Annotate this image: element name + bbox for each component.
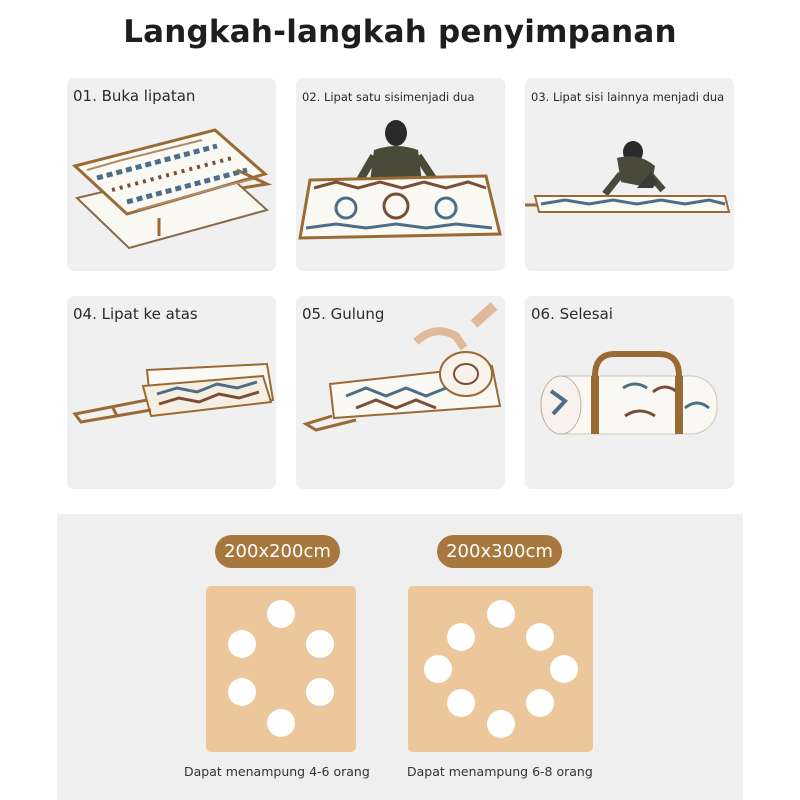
seat-icon [267, 709, 295, 737]
seat-icon [228, 678, 256, 706]
step-card-unfold [67, 78, 276, 271]
seat-icon [447, 689, 475, 717]
seat-icon [526, 689, 554, 717]
step-label: 04. Lipat ke atas [73, 305, 198, 323]
step-card-roll [296, 296, 505, 489]
size-badge-200x300: 200x300cm [437, 535, 562, 568]
size-section [57, 514, 743, 800]
rolled-mat-image [525, 296, 734, 489]
step-card-fold-half [296, 78, 505, 271]
step-card-fold-again [525, 78, 734, 271]
person-kneeling-image [525, 78, 734, 271]
step-label: 06. Selesai [531, 305, 613, 323]
step-card-done [525, 296, 734, 489]
step-label: 05. Gulung [302, 305, 385, 323]
size-badge-200x200: 200x200cm [215, 535, 340, 568]
step-label: 02. Lipat satu sisimenjadi dua [302, 90, 475, 104]
seat-icon [424, 655, 452, 683]
seat-icon [267, 600, 295, 628]
seat-icon [306, 630, 334, 658]
unfolded-mat-image [67, 78, 276, 271]
seat-icon [228, 630, 256, 658]
step-label: 01. Buka lipatan [73, 87, 196, 105]
seat-icon [487, 600, 515, 628]
step-card-fold-up [67, 296, 276, 489]
rolling-mat-image [296, 296, 505, 489]
mat-diagram-200x300 [408, 586, 593, 752]
seat-icon [526, 623, 554, 651]
page-title: Langkah-langkah penyimpanan [123, 14, 677, 50]
mat-diagram-200x200 [206, 586, 356, 752]
capacity-caption: Dapat menampung 6-8 orang [407, 764, 593, 779]
seat-icon [306, 678, 334, 706]
step-label: 03. Lipat sisi lainnya menjadi dua [531, 90, 725, 104]
seat-icon [487, 710, 515, 738]
folded-stack-image [67, 296, 276, 489]
capacity-caption: Dapat menampung 4-6 orang [184, 764, 370, 779]
seat-icon [550, 655, 578, 683]
seat-icon [447, 623, 475, 651]
person-folding-image [296, 78, 505, 271]
